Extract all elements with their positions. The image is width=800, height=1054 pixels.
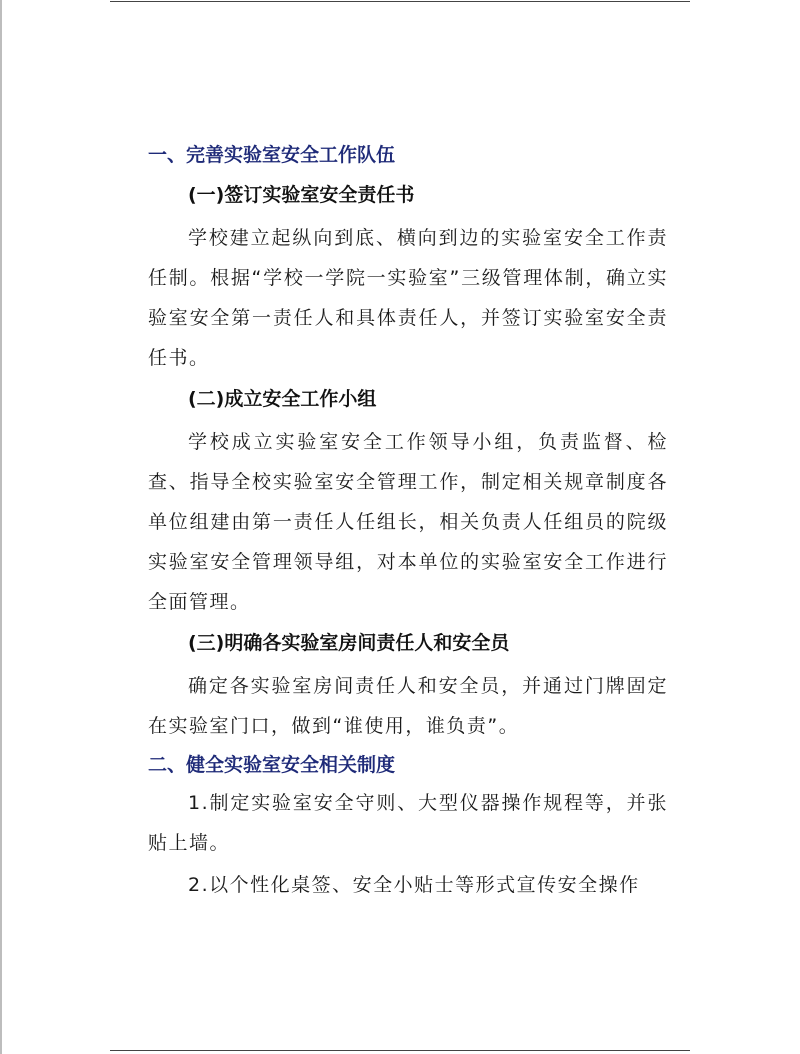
section-heading-1: 一、完善实验室安全工作队伍 xyxy=(148,144,396,166)
bottom-rule xyxy=(110,1050,690,1051)
document-body xyxy=(148,138,668,907)
section-heading-2: 二、健全实验室安全相关制度 xyxy=(148,754,396,776)
subsection-heading-1: (一)签订实验室安全责任书 xyxy=(188,184,415,206)
paragraph-working-group: 学校成立实验室安全工作领导小组，负责监督、检查、指导全校实验室安全管理工作，制定相关规章制度各单位组建由第一责任人任组长，相关负责人任组员的院级实验室安全管理领导组，对本单位的实验室安全工作进行全面管理。 xyxy=(148,431,668,613)
paragraph-rules-1: 1.制定实验室安全守则、大型仪器操作规程等，并张贴上墙。 xyxy=(148,792,668,854)
paragraph-rules-2: 2.以个性化桌签、安全小贴士等形式宣传安全操作 xyxy=(188,874,640,896)
paragraph-room-responsible: 确定各实验室房间责任人和安全员，并通过门牌固定在实验室门口，做到“谁使用，谁负责”。 xyxy=(148,675,668,737)
subsection-heading-3: (三)明确各实验室房间责任人和安全员 xyxy=(188,632,510,654)
paragraph-responsibility: 学校建立起纵向到底、横向到边的实验室安全工作责任制。根据“学校一学院一实验室”三级管理体制，确立实验室安全第一责任人和具体责任人，并签订实验室安全责任书。 xyxy=(148,227,668,369)
top-rule xyxy=(110,1,690,2)
page-left-border xyxy=(0,0,2,1054)
subsection-heading-2: (二)成立安全工作小组 xyxy=(188,388,377,410)
